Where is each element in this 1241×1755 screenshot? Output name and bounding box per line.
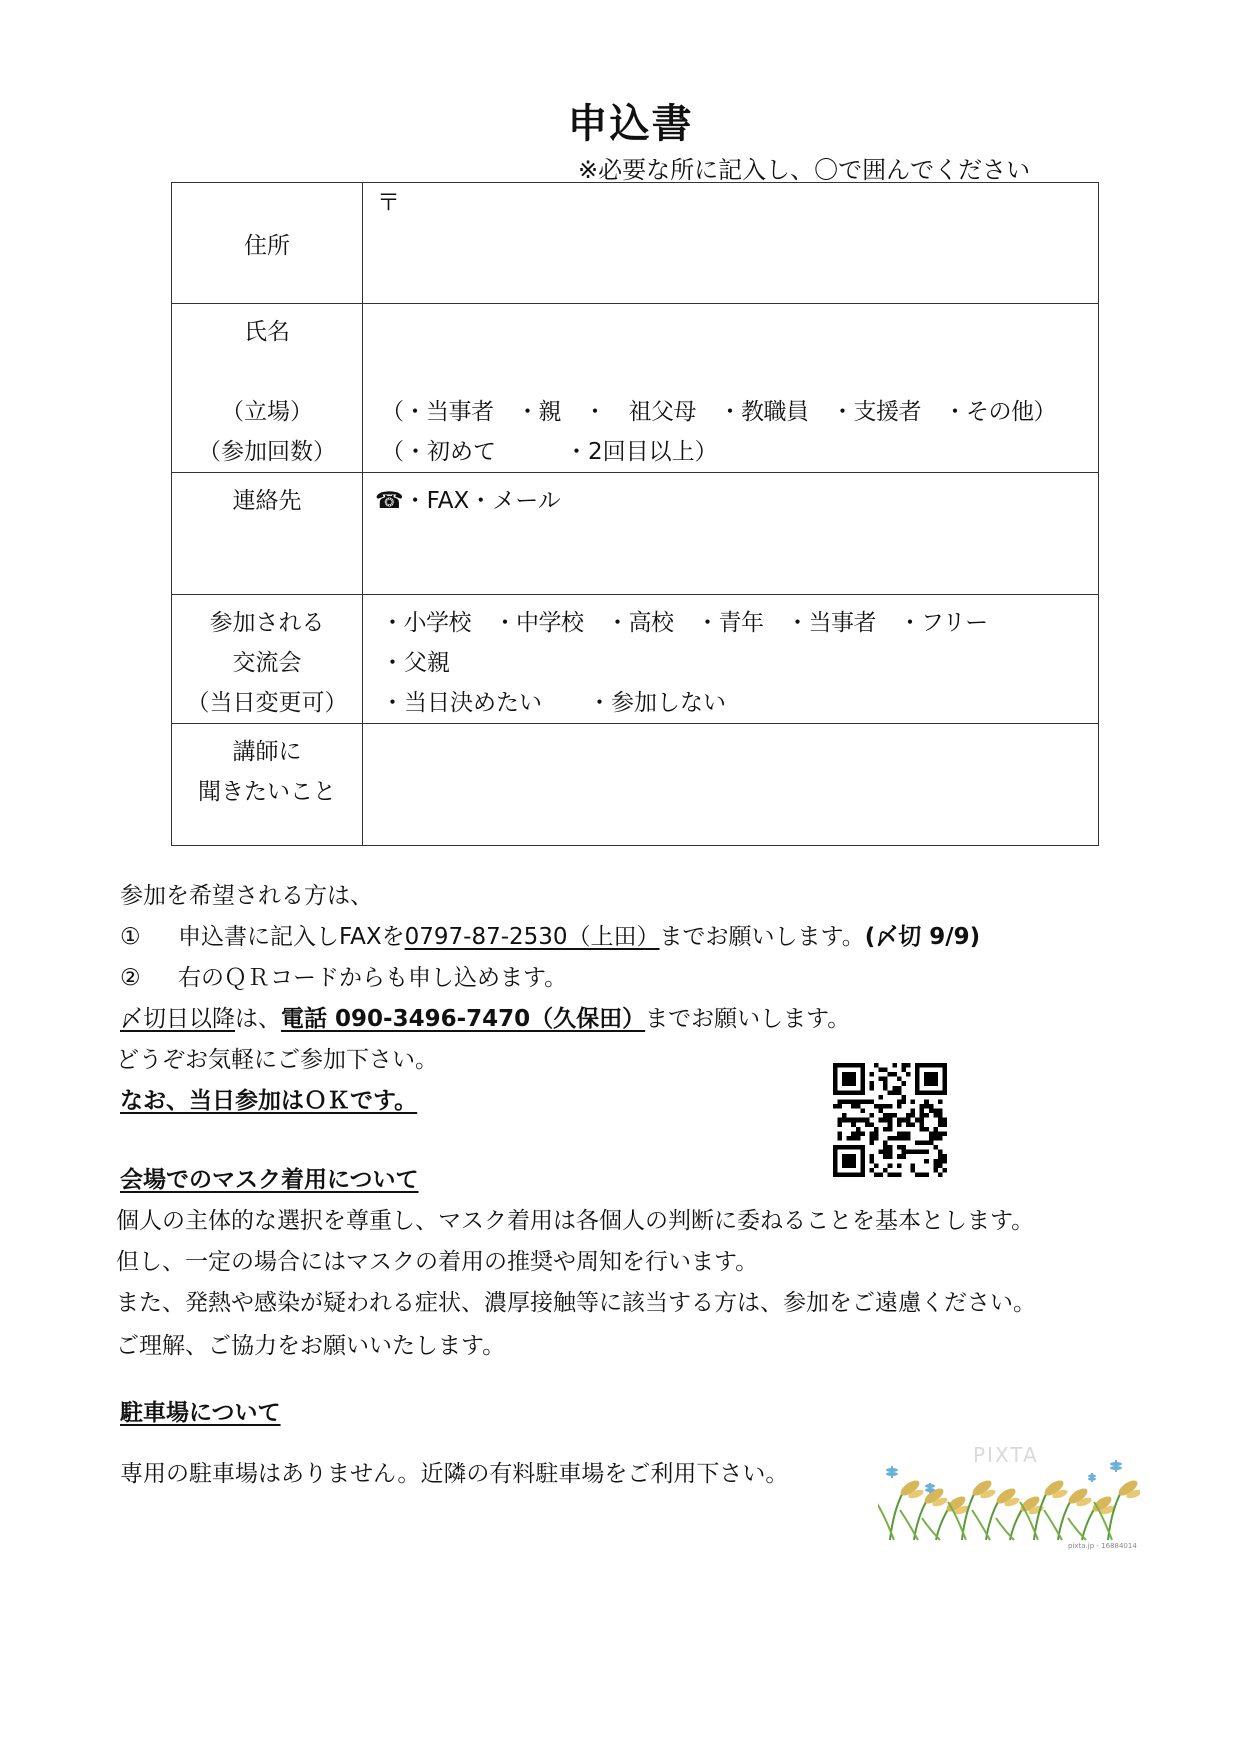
meeting-field[interactable] [363, 595, 1099, 724]
address-row [172, 183, 1099, 304]
count-label: （参加回数） [198, 439, 336, 465]
count-options[interactable]: （・初めて ・2回目以上） [381, 439, 718, 465]
meeting-label-line2: 交流会 [232, 650, 302, 676]
address-field[interactable] [363, 183, 1099, 304]
grass-stems [878, 1478, 1140, 1540]
after-deadline-suffix: までお願いします。 [645, 1006, 851, 1032]
role-options[interactable]: （・当事者 ・親 ・ 祖父母 ・教職員 ・支援者 ・その他） [381, 399, 1056, 425]
dragonfly-icon [886, 1466, 898, 1478]
dragonfly-icon [1088, 1473, 1096, 1482]
meeting-label-cell [172, 595, 363, 724]
address-label-cell [172, 183, 363, 304]
name-row [172, 304, 1099, 473]
instructions-intro: 参加を希望される方は、 [120, 883, 373, 909]
mask-section [120, 1160, 419, 1201]
form-instruction: ※必要な所に記入し、〇で囲んでください [578, 156, 1031, 184]
name-field[interactable] [363, 304, 1099, 473]
parking-body [120, 1454, 788, 1495]
mask-heading: 会場でのマスク着用について [120, 1167, 419, 1193]
welcome-text: どうぞお気軽にご参加下さい。 [116, 1047, 438, 1073]
contact-field[interactable] [363, 473, 1099, 595]
question-field[interactable] [363, 724, 1099, 846]
dragonfly-icon [1110, 1460, 1122, 1472]
after-deadline-line [120, 999, 980, 1040]
qr-code[interactable] [833, 1063, 947, 1177]
question-label-cell [172, 724, 363, 846]
item2-text: 右のＱＲコードからも申し込めます。 [178, 965, 568, 991]
phone-number: 電話 090-3496-7470（久保田） [281, 1006, 646, 1032]
mask-line-3: また、発熱や感染が疑われる症状、濃厚接触等に該当する方は、参加をご遠慮ください。 [116, 1290, 1036, 1316]
name-label: 氏名 [244, 319, 290, 345]
meeting-options-line2[interactable]: ・父親 [381, 650, 450, 676]
item1-suffix: までお願いします。 [659, 924, 865, 950]
question-label-line1: 講師に [232, 739, 302, 765]
name-label-cell [172, 304, 363, 473]
question-label-line2: 聞きたいこと [198, 779, 336, 805]
mask-line-4: ご理解、ご協力をお願いいたします。 [116, 1333, 506, 1359]
image-credit: pixta.jp - 16884014 [1068, 1542, 1137, 1550]
contact-label: 連絡先 [232, 488, 302, 514]
meeting-options-line3[interactable]: ・当日決めたい ・参加しない [381, 690, 726, 716]
parking-text: 専用の駐車場はありません。近隣の有料駐車場をご利用下さい。 [120, 1461, 789, 1487]
item2-number: ② [120, 965, 141, 991]
same-day-note: なお、当日参加はＯＫです。 [120, 1088, 418, 1114]
after-deadline-mid: は、 [235, 1006, 281, 1032]
page-title: 申込書 [567, 101, 694, 147]
contact-label-cell [172, 473, 363, 595]
postal-mark: 〒 [377, 190, 400, 216]
fax-number: 0797-87-2530（上田） [404, 924, 660, 950]
application-table [171, 182, 1099, 846]
parking-section [120, 1393, 281, 1434]
instruction-item-1 [120, 917, 980, 958]
meeting-label-line3: （当日変更可） [186, 690, 348, 716]
item1-number: ① [120, 924, 141, 950]
role-label: （立場） [221, 399, 313, 425]
contact-row [172, 473, 1099, 595]
pampas-grass-illustration [878, 1442, 1140, 1550]
question-row [172, 724, 1099, 846]
instruction-item-2 [120, 958, 980, 999]
parking-heading: 駐車場について [120, 1400, 281, 1426]
contact-options[interactable]: ☎・FAX・メール [375, 488, 561, 514]
mask-body [116, 1201, 1036, 1367]
meeting-row [172, 595, 1099, 724]
meeting-label-line1: 参加される [209, 610, 325, 636]
meeting-options-line1[interactable]: ・小学校 ・中学校 ・高校 ・青年 ・当事者 ・フリー [381, 610, 988, 636]
after-deadline-label: 〆切日以降 [120, 1006, 235, 1032]
item1-text: 申込書に記入しFAXを [178, 924, 405, 950]
mask-line-1: 個人の主体的な選択を尊重し、マスク着用は各個人の判断に委ねることを基本とします。 [116, 1208, 1035, 1234]
mask-line-2: 但し、一定の場合にはマスクの着用の推奨や周知を行います。 [116, 1249, 759, 1275]
address-label: 住所 [244, 232, 290, 259]
deadline: (〆切 9/9) [864, 924, 981, 950]
pixta-watermark: PIXTA [973, 1443, 1039, 1467]
